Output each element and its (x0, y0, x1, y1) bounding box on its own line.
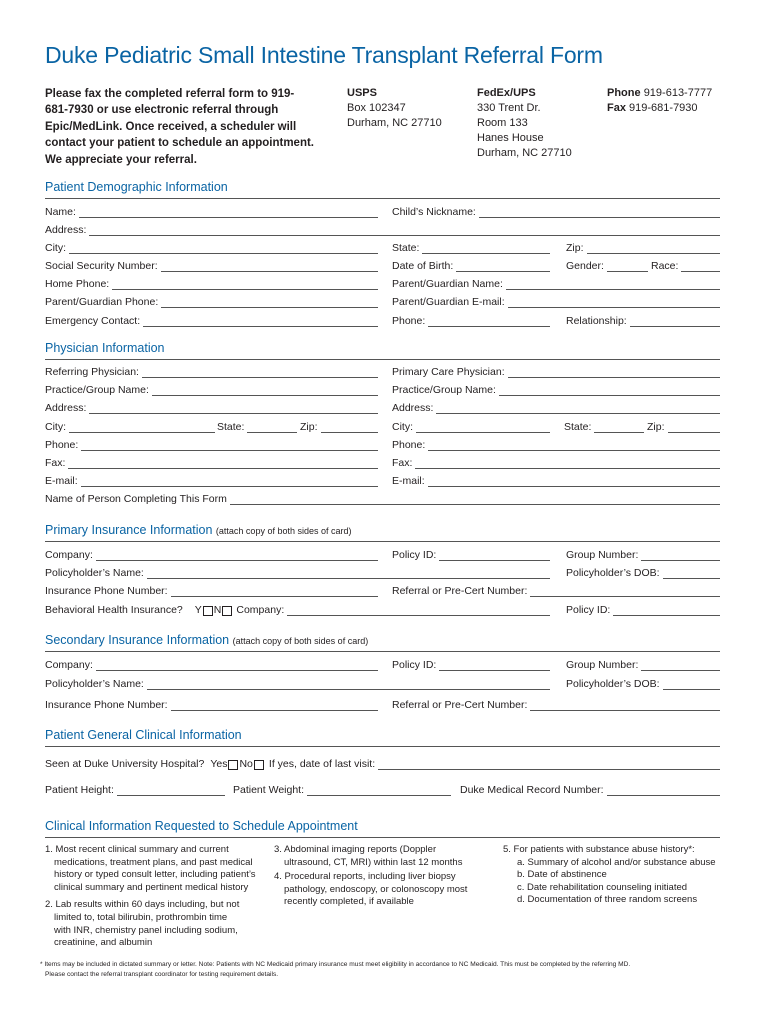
section-title: Secondary Insurance Information (45, 633, 230, 647)
label: Referral or Pre-Cert Number: (392, 585, 528, 597)
requested-col-3 (503, 844, 728, 907)
fax-label: Fax (607, 102, 626, 114)
prim-precert-field[interactable] (392, 583, 720, 597)
prim-ins-phone-field[interactable] (45, 583, 378, 597)
height-field[interactable] (45, 782, 225, 796)
ref-zip-field[interactable] (300, 419, 378, 433)
requested-col-2 (274, 844, 489, 909)
label: Address: (45, 402, 87, 414)
fedex-line: Durham, NC 27710 (477, 147, 572, 159)
weight-field[interactable] (233, 782, 451, 796)
requested-line: 4. Procedural reports, including liver biopsy (274, 871, 456, 883)
pcp-city-field[interactable] (392, 419, 550, 433)
label: Zip: (566, 242, 584, 254)
divider (45, 837, 720, 838)
label: City: (45, 421, 66, 433)
ref-practice-field[interactable] (45, 382, 378, 396)
requested-line: pathology, endoscopy, or colonoscopy most (284, 883, 468, 895)
divider (45, 359, 720, 360)
sec-holder-field[interactable] (45, 676, 550, 690)
footnote-line: Please contact the referral transplant coordinator for testing requirement details. (45, 970, 279, 978)
pcp-zip-field[interactable] (647, 419, 720, 433)
label: Social Security Number: (45, 260, 158, 272)
emergency-contact-field[interactable] (45, 313, 378, 327)
city-field[interactable] (45, 240, 378, 254)
section-physician: Physician Information (45, 341, 165, 355)
parent-name-field[interactable] (392, 276, 720, 290)
last-visit-label: If yes, date of last visit: (268, 758, 376, 770)
zip-field[interactable] (566, 240, 720, 254)
prim-holder-dob-field[interactable] (566, 565, 720, 579)
requested-col-1 (45, 844, 275, 950)
phone-number: 919-613-7777 (643, 87, 713, 99)
section-secondary-insurance (45, 633, 368, 647)
divider (45, 651, 720, 652)
label: Group Number: (566, 659, 639, 671)
ref-city-field[interactable] (45, 419, 215, 433)
race-field[interactable] (651, 258, 720, 272)
label: Practice/Group Name: (45, 384, 149, 396)
form-title: Duke Pediatric Small Intestine Transplant Referral Form (45, 42, 603, 68)
label: Address: (392, 402, 434, 414)
requested-line: ultrasound, CT, MRI) within last 12 months (284, 856, 463, 868)
usps-line: Durham, NC 27710 (347, 117, 442, 129)
sec-company-field[interactable] (45, 657, 378, 671)
phone-label: Phone (607, 87, 641, 99)
label: Company: (45, 659, 93, 671)
ref-email-field[interactable] (45, 473, 378, 487)
completing-person-field[interactable] (45, 491, 720, 505)
label: State: (392, 242, 420, 254)
label: Address: (45, 224, 87, 236)
label: Name of Person Completing This Form (45, 493, 227, 505)
requested-line: d. Documentation of three random screens (517, 894, 698, 906)
divider (45, 746, 720, 747)
requested-line: recently completed, if available (284, 896, 414, 908)
ref-phone-field[interactable] (45, 437, 378, 451)
prim-policy-id-field[interactable] (392, 547, 550, 561)
behavioral-field[interactable] (45, 602, 550, 616)
home-phone-field[interactable] (45, 276, 378, 290)
label: Zip: (647, 421, 665, 433)
ref-state-field[interactable] (217, 419, 297, 433)
yes-checkbox[interactable] (228, 760, 238, 770)
requested-line: 3. Abdominal imaging reports (Doppler (274, 844, 437, 855)
label: Home Phone: (45, 278, 110, 290)
pcp-phone-field[interactable] (392, 437, 720, 451)
divider (45, 541, 720, 542)
ref-address-field[interactable] (45, 400, 378, 414)
label: Company: (236, 604, 285, 616)
label: Parent/Guardian E-mail: (392, 296, 505, 308)
footnote (40, 960, 730, 979)
ssn-field[interactable] (45, 258, 378, 272)
behavioral-policy-id-field[interactable] (566, 602, 720, 616)
seen-label: Seen at Duke University Hospital? (45, 758, 205, 770)
label: Policyholder’s Name: (45, 567, 144, 579)
label: Policy ID: (392, 549, 437, 561)
address-field[interactable] (45, 222, 720, 236)
fax-number: 919-681-7930 (629, 102, 698, 114)
prim-holder-field[interactable] (45, 565, 550, 579)
label: Primary Care Physician: (392, 366, 505, 378)
label: Name: (45, 206, 76, 218)
label: Patient Weight: (233, 784, 305, 796)
pcp-fax-field[interactable] (392, 455, 720, 469)
pcp-field[interactable] (392, 364, 720, 378)
gender-field[interactable] (566, 258, 648, 272)
emergency-phone-field[interactable] (392, 313, 550, 327)
label: State: (217, 421, 245, 433)
label: Fax: (392, 457, 413, 469)
label: Company: (45, 549, 93, 561)
yes-label: Yes (210, 758, 228, 770)
label: Race: (651, 260, 679, 272)
sec-policy-id-field[interactable] (392, 657, 550, 671)
label: Insurance Phone Number: (45, 585, 168, 597)
usps-address (347, 86, 442, 131)
no-label: No (239, 758, 253, 770)
sec-holder-dob-field[interactable] (566, 676, 720, 690)
requested-line: medications, treatment plans, and past medical (54, 856, 253, 868)
label: Practice/Group Name: (392, 384, 496, 396)
nickname-field[interactable] (392, 204, 720, 218)
label: Policy ID: (566, 604, 611, 616)
yes-label: Y (194, 604, 202, 616)
fedex-line: Hanes House (477, 132, 544, 144)
label: Phone: (392, 439, 426, 451)
prim-company-field[interactable] (45, 547, 378, 561)
label: Parent/Guardian Name: (392, 278, 503, 290)
label: Policyholder’s DOB: (566, 567, 660, 579)
no-checkbox[interactable] (254, 760, 264, 770)
dob-field[interactable] (392, 258, 550, 272)
label: Insurance Phone Number: (45, 699, 168, 711)
fedex-address (477, 86, 572, 161)
label: Fax: (45, 457, 66, 469)
label: Group Number: (566, 549, 639, 561)
label: Parent/Guardian Phone: (45, 296, 159, 308)
parent-email-field[interactable] (392, 294, 720, 308)
requested-line: c. Date rehabilitation counseling initiated (517, 881, 688, 893)
label: Referral or Pre-Cert Number: (392, 699, 528, 711)
label: Zip: (300, 421, 318, 433)
label: Phone: (392, 315, 426, 327)
requested-line: b. Date of abstinence (517, 869, 607, 881)
label: Date of Birth: (392, 260, 454, 272)
yes-checkbox[interactable] (203, 606, 213, 616)
section-note: (attach copy of both sides of card) (232, 636, 369, 646)
section-demographic: Patient Demographic Information (45, 180, 228, 194)
section-title: Primary Insurance Information (45, 523, 213, 537)
footnote-line: * Items may be included in dictated summary or letter. Note: Patients with NC Medicaid primary insurance must meet eligibility in accordance to NC Medicaid. This must be completed by the referring MD. (40, 961, 631, 968)
referring-physician-field[interactable] (45, 364, 378, 378)
requested-line: creatinine, and albumin (54, 937, 153, 949)
no-checkbox[interactable] (222, 606, 232, 616)
label: Child’s Nickname: (392, 206, 476, 218)
seen-at-duke-field[interactable] (45, 756, 720, 770)
label: Emergency Contact: (45, 315, 141, 327)
requested-line: 5. For patients with substance abuse history*: (503, 844, 695, 855)
sec-precert-field[interactable] (392, 697, 720, 711)
label: Phone: (45, 439, 79, 451)
behavioral-label: Behavioral Health Insurance? (45, 604, 183, 616)
prim-group-field[interactable] (566, 547, 720, 561)
fedex-heading: FedEx/UPS (477, 87, 536, 99)
label: Duke Medical Record Number: (460, 784, 604, 796)
requested-line: limited to, total bilirubin, prothrombin time (54, 911, 228, 923)
requested-line: a. Summary of alcohol and/or substance abuse (517, 856, 716, 868)
divider (45, 198, 720, 199)
section-primary-insurance (45, 523, 352, 537)
state-field[interactable] (392, 240, 550, 254)
label: State: (564, 421, 592, 433)
label: Referring Physician: (45, 366, 139, 378)
label: Policyholder’s Name: (45, 678, 144, 690)
label: Policy ID: (392, 659, 437, 671)
requested-line: history or typed consult letter, including patient’s (54, 869, 256, 881)
requested-line: with INR, chemistry panel including sodium, (54, 924, 238, 936)
label: City: (392, 421, 413, 433)
label: Patient Height: (45, 784, 114, 796)
usps-line: Box 102347 (347, 102, 406, 114)
label: Policyholder’s DOB: (566, 678, 660, 690)
relationship-field[interactable] (566, 313, 720, 327)
label: City: (45, 242, 66, 254)
section-requested: Clinical Information Requested to Schedule Appointment (45, 819, 358, 833)
label: Relationship: (566, 315, 627, 327)
section-clinical: Patient General Clinical Information (45, 728, 242, 742)
label: Gender: (566, 260, 604, 272)
section-note: (attach copy of both sides of card) (215, 526, 352, 536)
mrn-field[interactable] (460, 782, 720, 796)
no-label: N (213, 604, 222, 616)
requested-line: 2. Lab results within 60 days including, but not (45, 899, 240, 911)
name-field[interactable] (45, 204, 378, 218)
pcp-state-field[interactable] (564, 419, 644, 433)
fedex-line: 330 Trent Dr. (477, 102, 541, 114)
sec-ins-phone-field[interactable] (45, 697, 378, 711)
contact-info (607, 86, 712, 116)
usps-heading: USPS (347, 87, 377, 99)
label: E-mail: (392, 475, 425, 487)
parent-phone-field[interactable] (45, 294, 378, 308)
pcp-practice-field[interactable] (392, 382, 720, 396)
intro-text: Please fax the completed referral form to 919-681-7930 or use electronic referral through Epic/MedLink. Once received, a scheduler will contact your patient to schedule an appointment. We appreciate your referral. (45, 88, 314, 166)
pcp-email-field[interactable] (392, 473, 720, 487)
label: E-mail: (45, 475, 78, 487)
requested-line: 1. Most recent clinical summary and current (45, 844, 229, 855)
sec-group-field[interactable] (566, 657, 720, 671)
requested-line: clinical summary and pertinent medical history (54, 881, 249, 893)
ref-fax-field[interactable] (45, 455, 378, 469)
pcp-address-field[interactable] (392, 400, 720, 414)
fedex-line: Room 133 (477, 117, 528, 129)
